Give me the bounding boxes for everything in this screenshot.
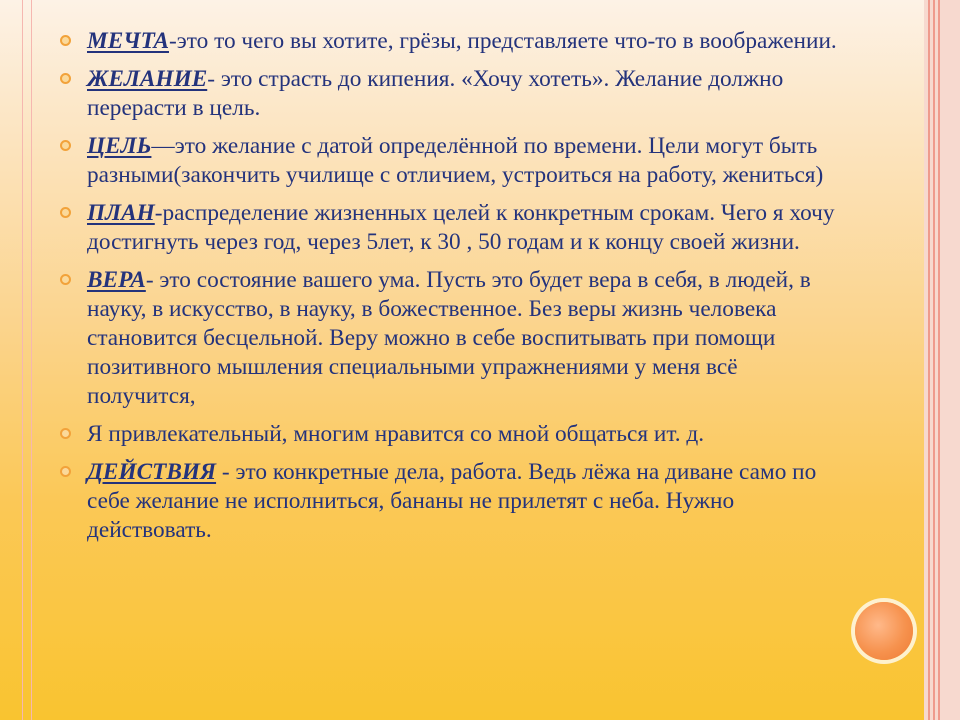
bullet-list — [60, 27, 840, 554]
definition: - это конкретные дела, работа. Ведь лёжа на диване само по себе желание не исполниться, бананы не прилетят с неба. Нужно действовать. — [87, 459, 817, 543]
term: ЦЕЛЬ — [87, 133, 152, 159]
bullet-icon — [60, 466, 71, 477]
definition: -распределение жизненных целей к конкретным срокам. Чего я хочу достигнуть через год, через 5лет, к 30 , 50 годам и к концу своей жизни. — [87, 200, 835, 255]
bullet-icon — [60, 35, 71, 46]
term: ВЕРА — [87, 267, 146, 293]
list-item — [60, 132, 840, 190]
definition: - это состояние вашего ума. Пусть это будет вера в себя, в людей, в науку, в искусство, в науку, в божественное. Без веры жизнь человека становится бесцельной. Веру можно в себе воспитывать при помощи позитивного мышления специальными упражнениями у меня всё получится, — [87, 267, 811, 409]
list-item — [60, 27, 840, 56]
term: ПЛАН — [87, 200, 155, 226]
definition: -это то чего вы хотите, грёзы, представляете что-то в воображении. — [168, 28, 837, 54]
term: ДЕЙСТВИЯ — [87, 459, 217, 485]
term: МЕЧТА — [87, 28, 169, 54]
right-border-frame — [924, 0, 960, 720]
term: ЖЕЛАНИЕ — [87, 66, 208, 92]
list-item — [60, 420, 840, 449]
bullet-icon — [60, 207, 71, 218]
left-border-frame — [22, 0, 32, 720]
definition: - это страсть до кипения. «Хочу хотеть». Желание должно перерасти в цель. — [87, 66, 784, 121]
definition: —это желание с датой определённой по времени. Цели могут быть разными(закончить училище с отличием, устроиться на работу, жениться) — [87, 133, 824, 188]
bullet-icon — [60, 428, 71, 439]
definition: Я привлекательный, многим нравится со мной общаться ит. д. — [87, 421, 705, 447]
decorative-circle — [855, 602, 913, 660]
list-item — [60, 199, 840, 257]
bullet-icon — [60, 73, 71, 84]
list-item — [60, 65, 840, 123]
list-item — [60, 458, 840, 545]
list-item — [60, 266, 840, 411]
bullet-icon — [60, 140, 71, 151]
bullet-icon — [60, 274, 71, 285]
